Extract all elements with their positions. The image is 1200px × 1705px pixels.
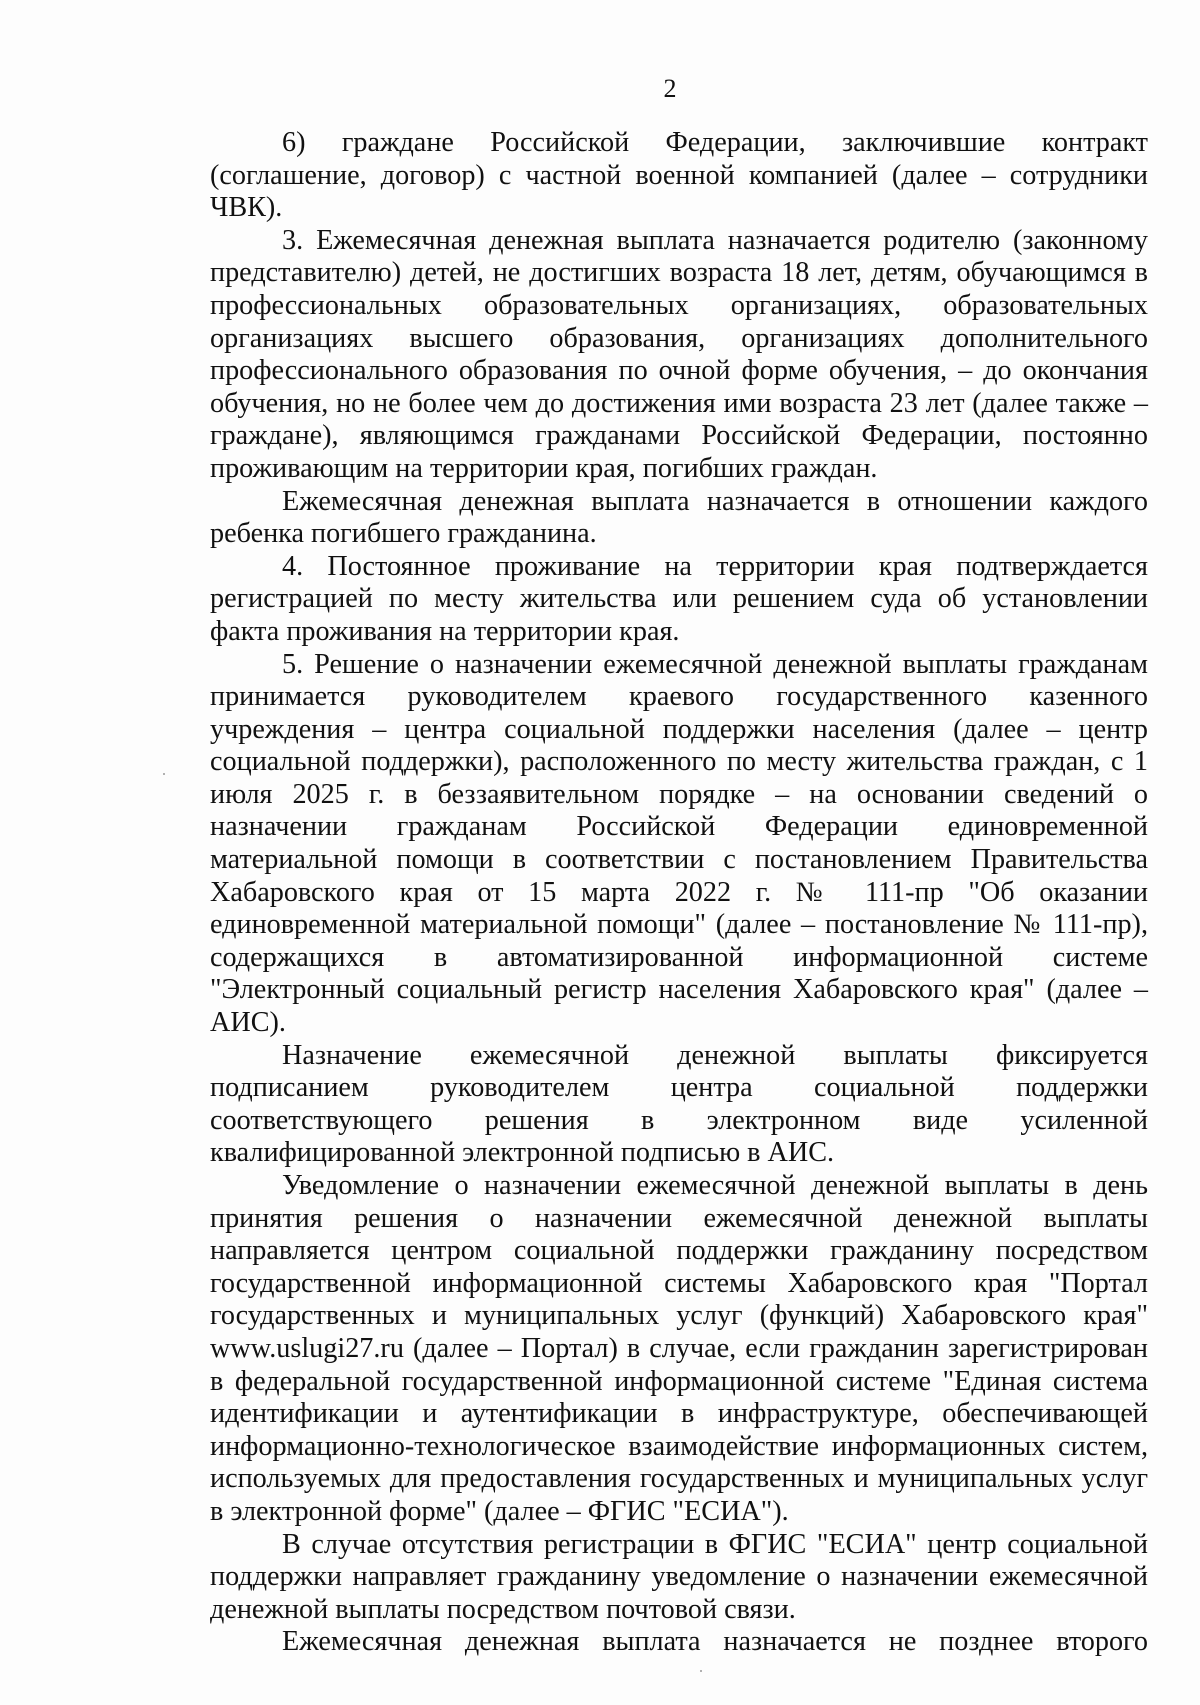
paragraph-clause-3: 3. Ежемесячная денежная выплата назначается родителю (законному представителю) детей, не достигших возраста 18 лет, детям, обучающимся в профессиональных образовательных организациях, образовательных организациях высшего образования, организациях дополнительного профессионального образования по очной форме обучения, – до окончания обучения, но не более чем до достижения ими возраста 23 лет (далее также – граждане), являющимся гражданами Российской Федерации, постоянно проживающим на территории края, погибших граждан. (210, 224, 1148, 484)
paragraph-clause-4: 4. Постоянное проживание на территории края подтверждается регистрацией по месту жительства или решением суда об установлении факта проживания на территории края. (210, 550, 1148, 647)
paragraph-item-6: 6) граждане Российской Федерации, заключившие контракт (соглашение, договор) с частной военной компанией (далее – сотрудники ЧВК). (210, 127, 1148, 224)
paragraph-notification-post: В случае отсутствия регистрации в ФГИС "ЕСИА" центр социальной поддержки направляет гражданину уведомление о назначении ежемесячной денежной выплаты посредством почтовой связи. (210, 1528, 1148, 1625)
paragraph-clause-5: 5. Решение о назначении ежемесячной денежной выплаты гражданам принимается руководителем краевого государственного казенного учреждения – центра социальной поддержки населения (далее – центр социальной поддержки), расположенного по месту жительства граждан, с 1 июля 2025 г. в беззаявительном порядке – на основании сведений о назначении гражданам Российской Федерации единовременной материальной помощи в соответствии с постановлением Правительства Хабаровского края от 15 марта 2022 г. № 111-пр "Об оказании единовременной материальной помощи" (далее – постановление № 111-пр), содержащихся в автоматизированной информационной системе "Электронный социальный регистр населения Хабаровского края" (далее – АИС). (210, 648, 1148, 1039)
paragraph-each-child: Ежемесячная денежная выплата назначается в отношении каждого ребенка погибшего гражданина. (210, 485, 1148, 550)
paragraph-deadline: Ежемесячная денежная выплата назначается не позднее второго (282, 1626, 1148, 1658)
page-number: 2 (663, 74, 677, 103)
scan-speck (163, 773, 165, 775)
scan-speck (700, 1670, 702, 1672)
document-body (210, 127, 1148, 1659)
paragraph-notification-portal: Уведомление о назначении ежемесячной денежной выплаты в день принятия решения о назначении ежемесячной денежной выплаты направляется центром социальной поддержки гражданину посредством государственной информационной системы Хабаровского края "Портал государственных и муниципальных услуг (функций) Хабаровского края" www.uslugi27.ru (далее – Портал) в случае, если гражданин зарегистрирован в федеральной государственной информационной системе "Единая система идентификации и аутентификации в инфраструктуре, обеспечивающей информационно-технологическое взаимодействие информационных систем, используемых для предоставления государственных и муниципальных услуг в электронной форме" (далее – ФГИС "ЕСИА"). (210, 1170, 1148, 1527)
paragraph-signing: Назначение ежемесячной денежной выплаты фиксируется подписанием руководителем центра социальной поддержки соответствующего решения в электронном виде усиленной квалифицированной электронной подписью в АИС. (210, 1039, 1148, 1169)
